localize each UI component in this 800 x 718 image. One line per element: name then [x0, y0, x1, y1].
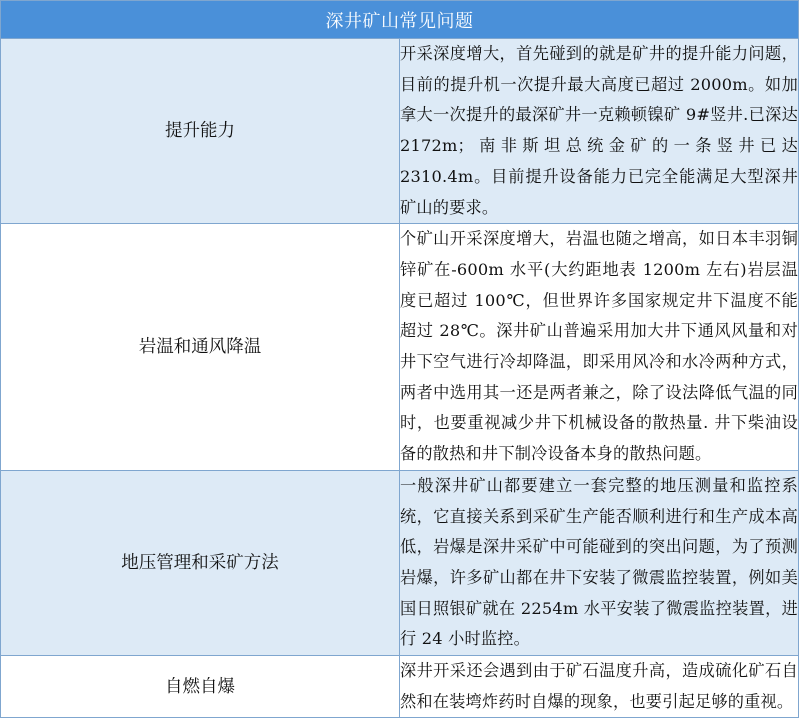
row-label: 岩温和通风降温	[1, 224, 400, 471]
table-row	[1, 224, 799, 471]
table-row	[1, 656, 799, 718]
table-row	[1, 39, 799, 224]
row-content: 个矿山开采深度增大，岩温也随之增高，如日本丰羽铜锌矿在-600m 水平(大约距地表 1200m 左右)岩层温度已超过 100℃，但世界许多国家规定井下温度不能超过 28℃。深井矿山普遍采用加大井下通风风量和对井下空气进行冷却降温，即采用风冷和水冷两种方式，两者中选用其一还是两者兼之，除了设法降低气温的同时，也要重视减少井下机械设备的散热量. 井下柴油设备的散热和井下制冷设备本身的散热问题。	[400, 224, 799, 471]
row-label: 自燃自爆	[1, 656, 400, 718]
table-title: 深井矿山常见问题	[1, 1, 799, 39]
row-content: 开采深度增大，首先碰到的就是矿井的提升能力问题，目前的提升机一次提升最大高度已超过 2000m。如加拿大一次提升的最深矿井一克赖顿镍矿 9#竖井.已深达 2172m；南非斯坦总统金矿的一条竖井已达 2310.4m。目前提升设备能力已完全能满足大型深井矿山的要求。	[400, 39, 799, 224]
row-content: 一般深井矿山都要建立一套完整的地压测量和监控系统，它直接关系到采矿生产能否顺利进行和生产成本高低，岩爆是深井采矿中可能碰到的突出问题，为了预测岩爆，许多矿山都在井下安装了微震监控装置，例如美国日照银矿就在 2254m 水平安装了微震监控装置，进行 24 小时监控。	[400, 470, 799, 655]
table-header-row	[1, 1, 799, 39]
row-content: 深井开采还会遇到由于矿石温度升高，造成硫化矿石自然和在装塆炸药时自爆的现象，也要引起足够的重视。	[400, 656, 799, 718]
row-label: 提升能力	[1, 39, 400, 224]
row-label: 地压管理和采矿方法	[1, 470, 400, 655]
table-row	[1, 470, 799, 655]
